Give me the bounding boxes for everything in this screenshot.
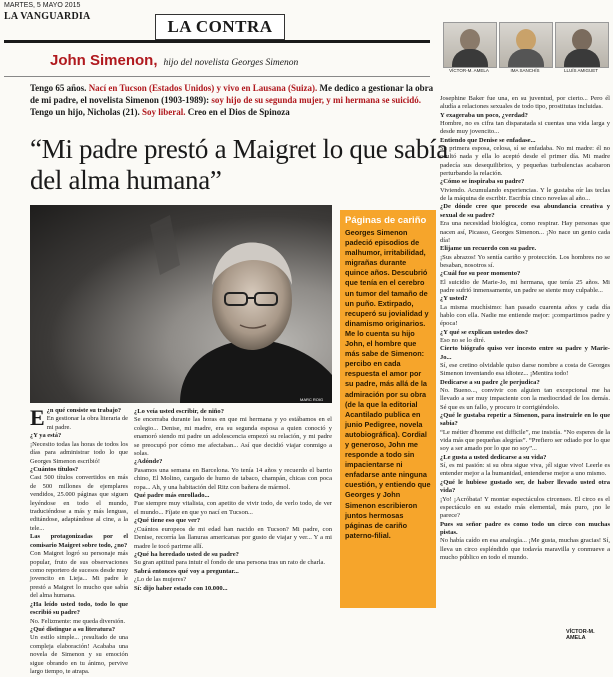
interview-question: Entiendo que Denise se enfadase... xyxy=(440,136,536,144)
interview-answer: Sí, es mi pasión: si su obra sigue viva, ¡él sigue vivo! Leerle es entender mejor a la humanidad, entenderse mejor a uno mismo. xyxy=(440,462,610,478)
interview-column-1 xyxy=(30,407,128,677)
portrait-photo xyxy=(30,205,332,403)
author-signoff: VÍCTOR-M. AMELA xyxy=(566,629,595,641)
interview-answer: Un estilo simple... ¡resultado de una compleja elaboración! Acababa una novela de Simenon y su emoción sigue obrando en tu ánimo, pervive largo tiempo, te atrapa. xyxy=(30,634,128,676)
intro-segment: Tengo 65 años. xyxy=(30,83,89,93)
author-photo xyxy=(443,22,497,68)
interview-answer: No. Felizmente: me queda diversión. xyxy=(30,617,126,625)
interview-answer: No. Bueno..., convivir con alguien tan excepcional me ha llevado a ser muy impaciente con la mediocridad de los demás. Sé que es un fallo, y procuro ir corrigiéndolo. xyxy=(440,387,610,411)
interview-answer: Era una necesidad biológica, como respirar. Hay personas que nacen así, Picasso, Georges Simenon... ¡No nace un genio cada día! xyxy=(440,220,610,244)
sidebar-body: Georges Simenon padeció episodios de malhumor, irritabilidad, migrañas durante quince años. Descubrió que tenía en el cerebro un tumor del tamaño de un puño. Extirpado, recuperó su jovialidad y dinamismo originarios. Me lo cuenta su hijo John, el hombre que más sabe de Simenon: percibo en cada respuesta el amor por su padre, más allá de la admiración por su obra (de la que la editorial Acantilado publica en junio Pedigree, novela autobiográfica). Cordial y generoso, John me responde a todo sin impacientarse ni enfadarse ante ninguna cuestión, y entiendo que Georges y John Simenon escribieron juntos hermosas páginas de cariño paterno-filial. xyxy=(345,228,431,540)
portrait-illustration xyxy=(30,205,332,403)
interview-answer: Se encerraba durante las horas en que mi hermana y yo estábamos en el colegio... Denise, mi madre, era su segunda esposa a quien conoció y enamoró siendo mi padre un adolescencia empezó su relación, y mi padre se preocupó por cómo me afectaban... Así que decidió viajar conmigo a solas. xyxy=(134,416,332,458)
intro-segment: Tengo un hijo, Nicholas (21). xyxy=(30,107,142,117)
sidebar-box xyxy=(340,210,436,608)
interview-answer: Viviendo. Acumulando experiencias. Y le gustaba oír las teclas de la máquina de escribir. Escribía cinco novelas al año... xyxy=(440,186,610,203)
interview-answer: Su primera esposa, celosa, sí se enfadaba. No mi madre: él no ocultó nada y ella lo aceptó desde el primer día. Mi madre padecía sus desequilibrios, y pequeñas turbulencias acabaron perturbando la relación. xyxy=(440,145,610,178)
headline: “Mi padre prestó a Maigret lo que sabía del alma humana” xyxy=(30,134,448,195)
interview-answer: Fue siempre muy vitalista, con apetito de vivir todo, de verlo todo, de ver el mundo... Fíjate en que yo nací en Tucson... xyxy=(134,500,332,516)
interview-question: ¿Y qué se explican ustedes dos? xyxy=(440,328,528,336)
interviewee-line xyxy=(50,52,298,70)
interview-column-3 xyxy=(440,95,610,562)
interview-question: ¿Le gusta a usted dedicarse a su vida? xyxy=(440,453,547,461)
interview-question: Sabrá entonces qué voy a preguntar... xyxy=(134,567,239,575)
interview-answer: El suicidio de Marie-Jo, mi hermana, que tenía 25 años. Mi padre sufrió inmensamente, un padre se siente muy culpable... xyxy=(440,278,610,294)
interview-question: ¿Qué distingue a su literatura? xyxy=(30,625,116,633)
sidebar-title: Páginas de cariño xyxy=(345,215,427,226)
byline-rule xyxy=(4,76,430,77)
interview-question: ¿Cómo se inspiraba su padre? xyxy=(440,178,525,186)
author-caption: VÍCTOR-M. AMELA xyxy=(449,68,489,73)
interview-answer: ¡Sus abrazos! Yo sentía cariño y protección. Los hombres no se besaban, nosotros sí. xyxy=(440,253,610,269)
interview-question: ¿Qué le hubiese gustado ser, de haber llevado usted otra vida? xyxy=(440,478,610,495)
interview-question: Qué padre más enrollado... xyxy=(134,492,210,500)
interview-answer: En gestionar la obra literaria de mi padre. xyxy=(46,415,128,431)
interview-question: Las protagonizadas por el comisario Maigret sobre todo, ¿no? xyxy=(30,533,128,549)
section-title: LA CONTRA xyxy=(155,14,285,40)
intro-segment: soy hijo de su segunda mujer, y mi hermana se suicidó. xyxy=(211,95,422,105)
interview-question: ¿Qué ha heredado usted de su padre? xyxy=(134,550,239,558)
interview-answer: ¿Lo de las mujeres? xyxy=(134,576,187,584)
intro-segment: Nací en Tucson (Estados Unidos) y vivo en Lausana (Suiza). xyxy=(88,83,318,93)
interview-answer: Josephine Baker fue una, en su juventud, por cierto... Pero él aludía a relaciones sexuales de todo tipo, prostitutas incluidas. xyxy=(440,95,610,111)
interview-question: ¿Cuál fue su peor momento? xyxy=(440,270,521,278)
drop-cap: E xyxy=(30,405,45,430)
interviewee-tagline: hijo del novelista Georges Simenon xyxy=(163,58,299,68)
intro-segment: Soy liberal. xyxy=(141,107,186,117)
intro-paragraph xyxy=(30,82,440,118)
interview-question: ¿Cuántos títulos? xyxy=(30,465,79,473)
interview-answer: ¿Cuántos europeos de mi edad han nacido en Tucson? Mi padre, con Denise, recorría las llanuras americanas por gusto de viajar y ver... Y a mi madre le tocó parirme allí. xyxy=(134,525,332,550)
interview-question: ¿Y usted? xyxy=(440,295,468,303)
interview-answer: ¡Yo! ¡Acróbata! Y montar espectáculos circenses. El circo es el espectáculo en su estado más elemental, más puro, ¡no le parece? xyxy=(440,495,610,520)
interview-answer: Eso no se lo diré. xyxy=(440,336,486,344)
author-photo xyxy=(499,22,553,68)
interview-answer: Pasamos una semana en Barcelona. Yo tenía 14 años y recuerdo el barrio chino, El Molino, cargado de humo de tabaco, champán, chicas con poca ropa... Ah, y una habitación del Ritz con bañera de mármol. xyxy=(134,466,332,491)
intro-segment: Me dedico a gestionar la obra de mi padre, el novelista Simenon (1903-1989): xyxy=(30,83,434,105)
interview-question: E ¿n qué consiste su trabajo? xyxy=(30,405,122,430)
author-caption: LLUÍS AMIGUET xyxy=(563,68,598,73)
intro-segment: Creo en el Dios de Spinoza xyxy=(185,107,290,117)
interview-answer: Con Maigret logró su personaje más popular, fruto de sus observaciones como reportero de sucesos desde muy jovencito en Lieja... Mi padre le prestó a Maigret lo mucho que sabía del alma humana. xyxy=(30,550,128,600)
interview-answer: Sí, ese cretino olvidable quiso darse nombre a costa de Georges Simenon inventando esa idiotez... ¡Mentira todo! xyxy=(440,362,610,378)
interview-question: ¿Qué le gustaba repetir a Simenon, para instruirle en lo que sabía? xyxy=(440,412,610,428)
interview-question: ¿Ha leído usted todo, todo lo que escribió su padre? xyxy=(30,600,128,617)
edition-date: MARTES, 5 MAYO 2015 xyxy=(4,2,81,9)
interview-answer: Hombre, no es cifra tan disparatada si cuentas una vida larga y desde muy jovencito... xyxy=(440,120,610,136)
interview-question: ¿De dónde cree que procede esa abundancia creativa y sexual de su padre? xyxy=(440,203,610,219)
interview-column-2 xyxy=(134,408,332,593)
interview-question: ¿Y ya está? xyxy=(30,432,62,440)
header-rule xyxy=(4,40,430,43)
interview-question: Cierto biógrafo quiso ver incesto entre su padre y Marie-Jo... xyxy=(440,345,610,361)
interview-answer: No había caído en esa analogía... ¡Me gusta, muchas gracias! Sí, lleva un circo espléndido que todavía maravilla y conmueve a mucho público en todo el mundo. xyxy=(440,537,610,561)
author-caption: IMA SANCHÍS xyxy=(510,68,540,73)
interview-question: Y exageraba un poco, ¿verdad? xyxy=(440,111,528,119)
photo-credit: MARC ROIG xyxy=(300,397,324,402)
interview-answer: “Le métier d'homme est difficile”, me insistía. “No esperes de la vida más que pequeñas alegrías”. “Prefiero ser odiado por lo que soy a ser amado por lo que no soy”... xyxy=(440,428,610,453)
interview-question: Dedicarse a su padre ¿le perjudica? xyxy=(440,378,540,386)
newspaper-name: LA VANGUARDIA xyxy=(4,11,91,22)
interviewee-name: John Simenon, xyxy=(50,52,158,69)
author-photo xyxy=(555,22,609,68)
interview-answer: Casi 500 títulos convertidos en más de 500 millones de ejemplares vendidos, 25.000 páginas que siguen leyéndose en todo el mundo, traduciéndose a más y más lenguas, editándose, adaptándose al cine, a la tele... xyxy=(30,474,128,532)
interview-answer: La misma muchísimo: han pasado cuarenta años y cada día hablo con ella. Nadie me entiende mejor: ¡compartimos padre y época! xyxy=(440,303,610,328)
interview-question: Elijame un recuerdo con su padre. xyxy=(440,245,537,253)
interview-question: Sí: dijo haber estado con 10.000... xyxy=(134,584,228,592)
interview-answer: ¡Necesito todas las horas de todos los días para administrar todo lo que Georges Simenon escribió! xyxy=(30,440,128,465)
interview-question: ¿Qué tiene eso que ver? xyxy=(134,517,201,525)
interview-question: Pues su señor padre es como todo un circo con muchas pistas. xyxy=(440,520,610,536)
interview-answer: Su gran aptitud para intuir el fondo de una persona tras un rato de charla. xyxy=(134,559,326,567)
interview-question: ¿Adónde? xyxy=(134,458,163,466)
interview-question: ¿Lo veía usted escribir, de niño? xyxy=(134,408,224,415)
